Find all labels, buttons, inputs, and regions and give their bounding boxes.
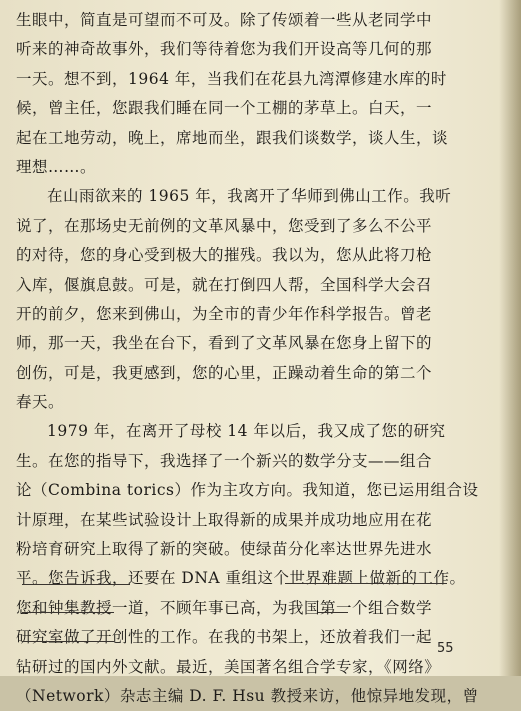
body-text [16, 6, 486, 711]
handwritten-underline [318, 612, 348, 613]
text-line: 粉培育研究上取得了新的突破。使绿苗分化率达世界先进水 [16, 540, 433, 559]
handwritten-underline [285, 583, 447, 584]
text-line: 起在工地劳动，晚上，席地而坐，跟我们谈数学，谈人生，谈 [16, 128, 449, 147]
text-line: 开的前夕，您来到佛山，为全市的青少年作科学报告。曾老 [16, 304, 433, 323]
text-line: 在山雨欲来的 1965 年，我离开了华师到佛山工作。我听 [47, 187, 452, 206]
text-line: 候，曾主任，您跟我们睡在同一个工棚的茅草上。白天，一 [16, 99, 433, 118]
text-line: 创伤，可是，我更感到，您的心里，正躁动着生命的第二个 [16, 363, 433, 382]
page-number: 55 [437, 641, 454, 656]
text-line: 入库，偃旗息鼓。可是，就在打倒四人帮，全国科学大会召 [16, 275, 433, 294]
text-line: 的对待，您的身心受到极大的摧残。我以为，您从此将刀枪 [16, 246, 433, 265]
handwritten-underline [22, 641, 114, 642]
handwritten-underline [22, 612, 114, 613]
text-line: 平。您告诉我，还要在 DNA 重组这个世界难题上做新的工作。 [16, 569, 466, 588]
page-spine-shadow [499, 0, 521, 676]
text-line: 一天。想不到，1964 年，当我们在花县九湾潭修建水库的时 [16, 69, 447, 88]
text-line: 春天。 [16, 393, 65, 412]
text-line: 钻研过的国内外文献。最近，美国著名组合学专家，《网络》 [16, 657, 441, 676]
text-line: 计原理，在某些试验设计上取得新的成果并成功地应用在花 [16, 510, 433, 529]
handwritten-underline [22, 584, 130, 585]
text-line: 您和钟集教授一道，不顾年事已高，为我国第一个组合数学 [16, 598, 433, 617]
text-line: 研究室做了开创性的工作。在我的书架上，还放着我们一起 [16, 628, 433, 647]
text-line: （Network）杂志主编 D. F. Hsu 教授来访，他惊异地发现，曾 [16, 686, 479, 705]
text-line: 生。在您的指导下，我选择了一个新兴的数学分支——组合 [16, 451, 433, 470]
text-line: 听来的神奇故事外，我们等待着您为我们开设高等几何的那 [16, 40, 433, 59]
text-line: 理想……。 [16, 157, 97, 176]
text-line: 说了，在那场史无前例的文革风暴中，您受到了多么不公平 [16, 216, 433, 235]
text-line: 1979 年，在离开了母校 14 年以后，我又成了您的研究 [47, 422, 446, 441]
text-line: 生眼中，简直是可望而不可及。除了传颂着一些从老同学中 [16, 11, 433, 29]
text-line: 论（Combina torics）作为主攻方向。我知道，您已运用组合设 [16, 481, 479, 500]
text-line: 师，那一天，我坐在台下，看到了文革风暴在您身上留下的 [16, 334, 433, 353]
